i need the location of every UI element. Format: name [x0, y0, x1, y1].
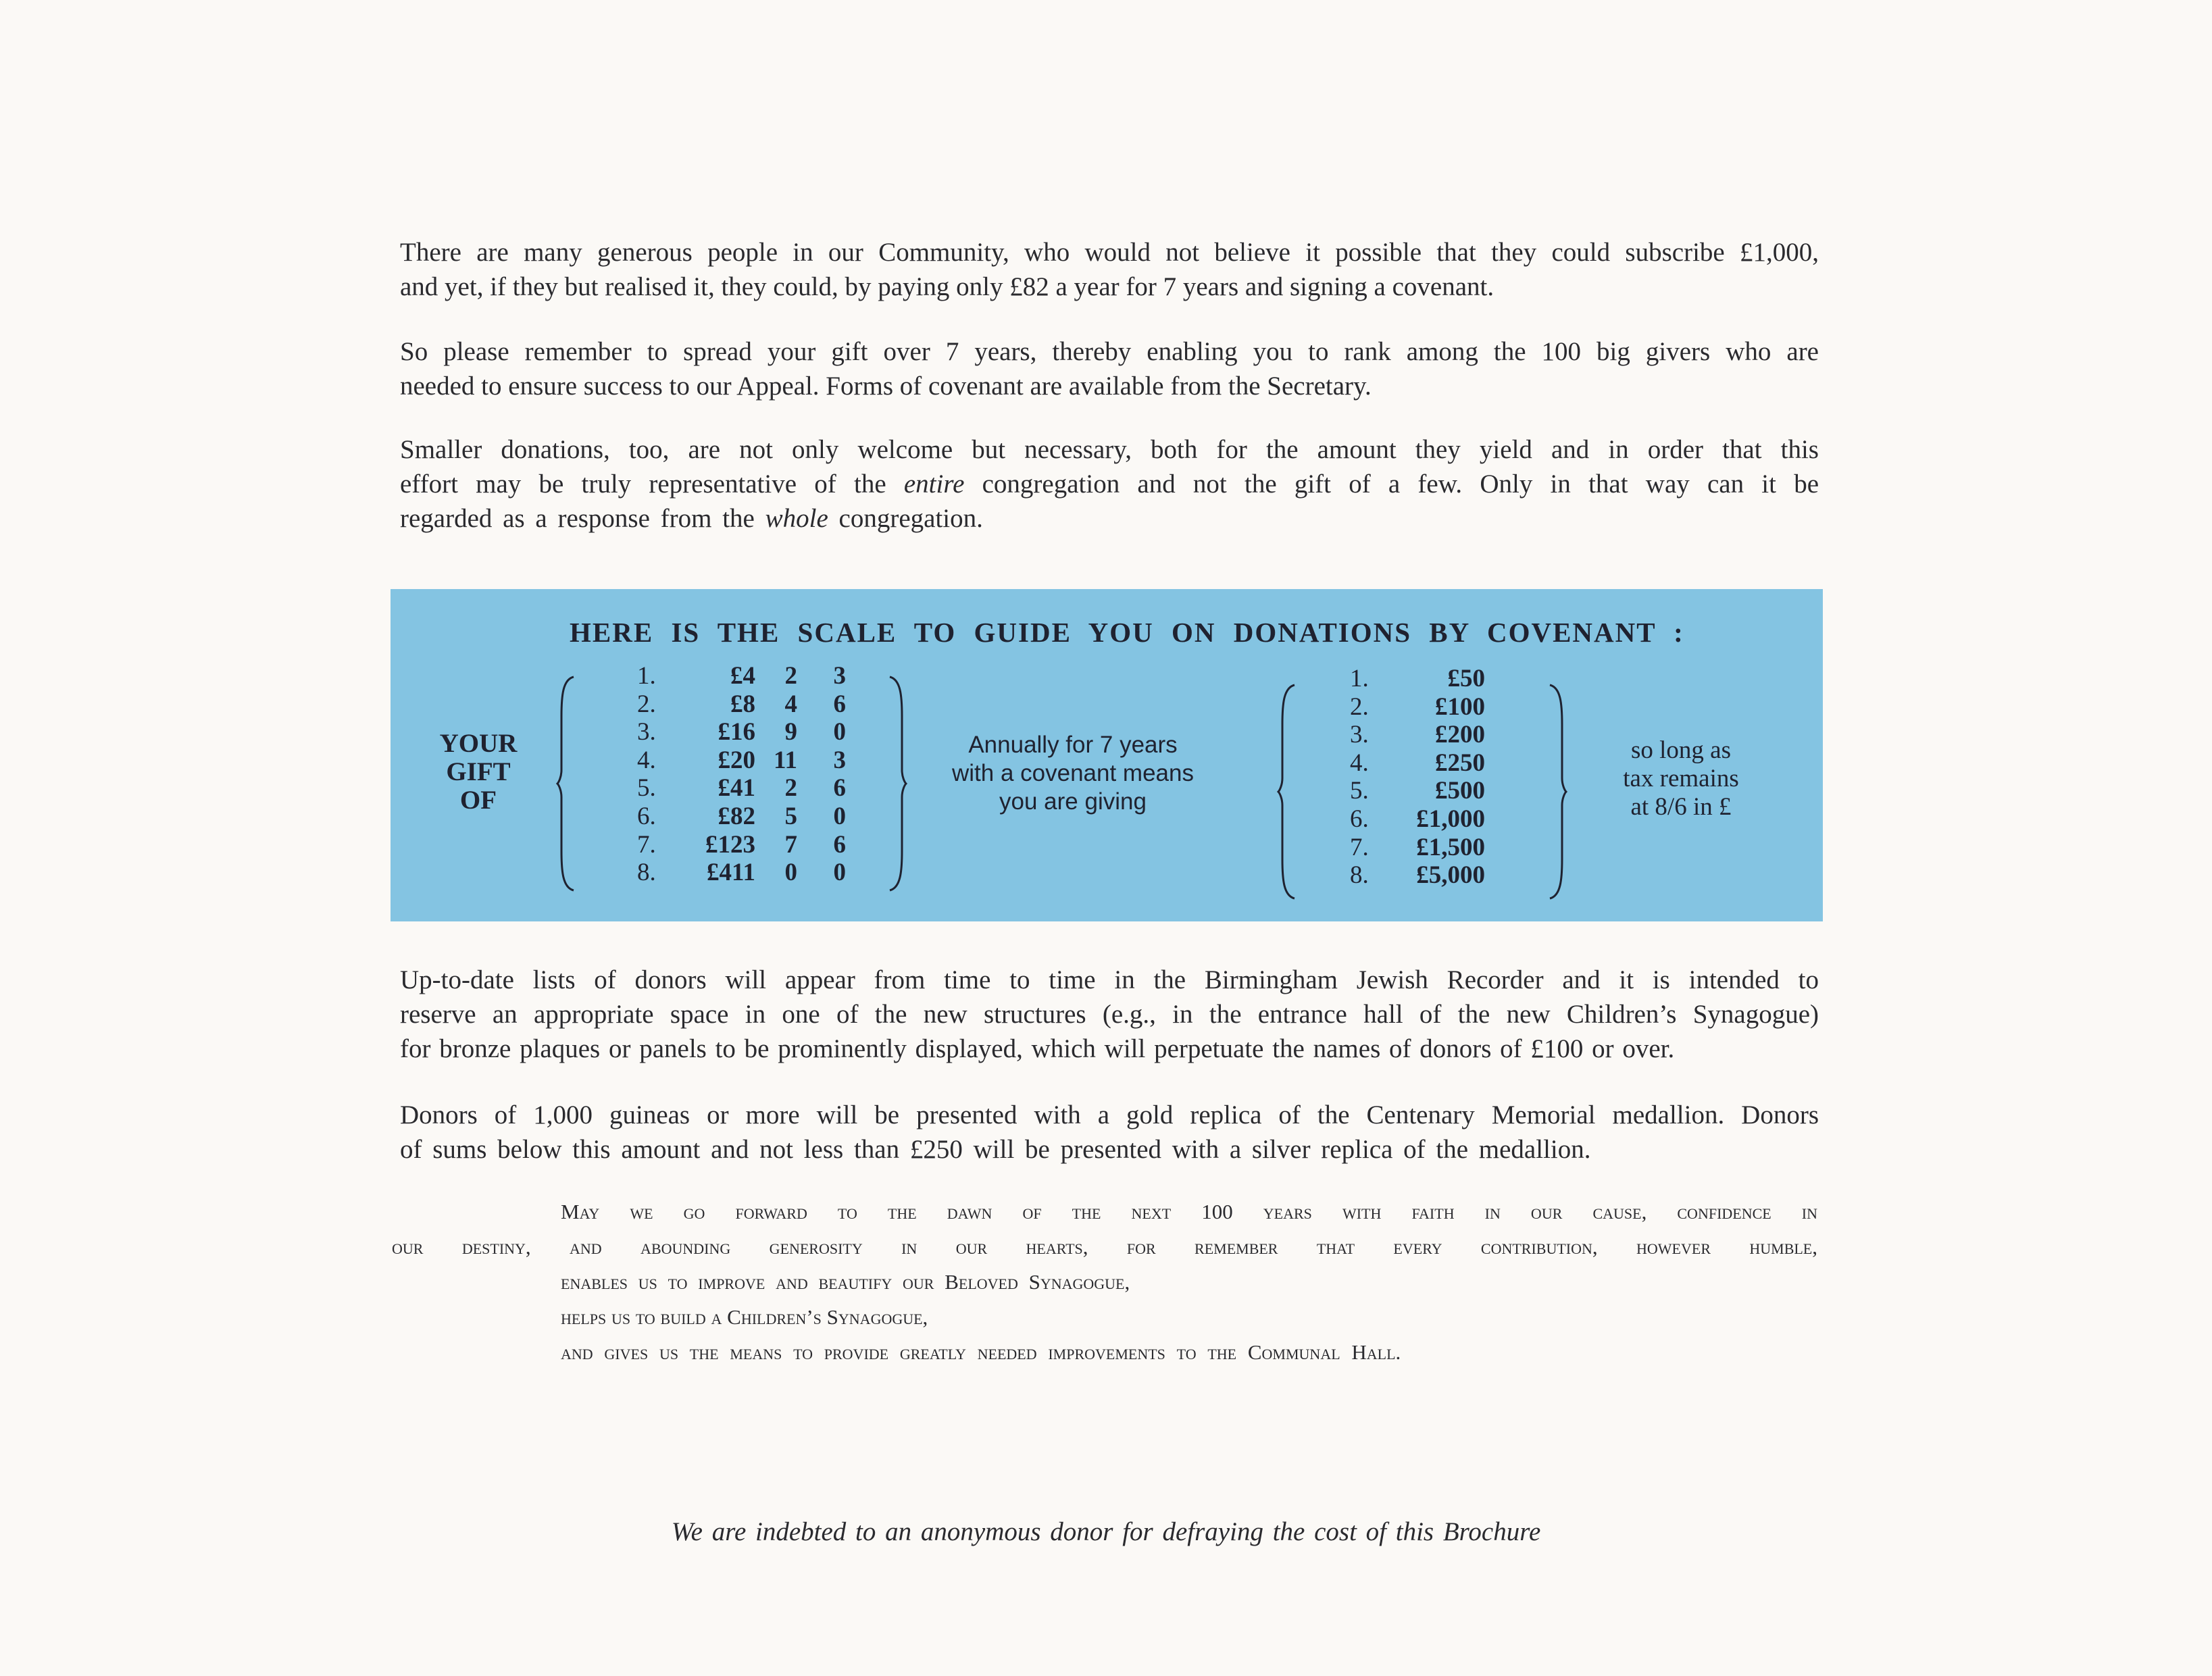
gift-number: 2.	[637, 690, 656, 718]
left-brace-icon	[556, 676, 576, 892]
tax-line: so long as	[1631, 736, 1731, 764]
text-segment: congregation.	[828, 504, 983, 533]
annually-line: with a covenant means	[952, 760, 1194, 786]
gift-pounds: £8	[730, 690, 755, 718]
giving-number: 4.	[1350, 748, 1369, 777]
gift-row	[637, 690, 846, 719]
text-line: Smaller donations, too, are not only welcome but necessary, both for the amount they yield and in order that this	[400, 435, 1819, 464]
giving-number: 1.	[1350, 665, 1369, 692]
closing-line: enables us to improve and beautify our Beloved Synagogue,	[561, 1270, 1130, 1294]
text-line: and yet, if they but realised it, they could, by paying only £82 a year for 7 years and signing a covenant.	[400, 272, 1494, 301]
closing-appeal	[392, 1194, 1817, 1370]
medallion-paragraph	[400, 1098, 1819, 1167]
gift-shillings: 9	[784, 718, 797, 746]
text-line: of sums below this amount and not less than £250 will be presented with a silver replica of the medallion.	[400, 1135, 1591, 1164]
giving-amount: £1,500	[1416, 833, 1485, 861]
closing-line: helps us to build a Children’s Synagogue,	[561, 1305, 928, 1329]
giving-list	[1350, 665, 1485, 890]
gift-row	[637, 718, 846, 746]
gift-shillings: 2	[784, 662, 797, 690]
giving-amount: £500	[1435, 777, 1485, 805]
your-gift-line: YOUR	[439, 729, 518, 758]
gift-pounds: £16	[718, 718, 755, 746]
closing-line: our destiny, and abounding generosity in our hearts, for remember that every contribution, however humble,	[392, 1235, 1817, 1259]
right-brace-icon	[1547, 684, 1567, 900]
text-line: Up-to-date lists of donors will appear from time to time in the Birmingham Jewish Recorder and it is intended to	[400, 965, 1819, 994]
annually-line: you are giving	[999, 788, 1147, 815]
emphasis-whole: whole	[765, 504, 828, 533]
closing-line: and gives us the means to provide greatly needed improvements to the Communal Hall.	[561, 1340, 1401, 1364]
gift-row	[637, 746, 846, 775]
giving-amount: £100	[1435, 692, 1485, 721]
text-segment: regarded as a response from the	[400, 504, 765, 533]
giving-row	[1350, 777, 1485, 805]
gift-number: 5.	[637, 774, 656, 803]
gift-pounds: £82	[718, 802, 755, 830]
gift-pounds: £20	[718, 746, 755, 774]
text-line	[400, 501, 1819, 536]
right-brace-icon	[887, 676, 907, 892]
text-line: Donors of 1,000 guineas or more will be presented with a gold replica of the Centenary Memorial medallion. Donors	[400, 1100, 1819, 1129]
scale-title: HERE IS THE SCALE TO GUIDE YOU ON DONATIONS BY COVENANT :	[570, 617, 1684, 648]
giving-amount: £1,000	[1416, 805, 1485, 833]
giving-row	[1350, 805, 1485, 834]
gift-number: 7.	[637, 830, 656, 859]
gift-number: 6.	[637, 802, 656, 830]
gift-pence: 6	[833, 830, 846, 859]
giving-row	[1350, 861, 1485, 890]
gift-pence: 0	[833, 802, 846, 830]
gift-shillings: 7	[784, 830, 797, 859]
gift-pounds: £41	[718, 774, 755, 803]
donor-lists-paragraph	[400, 963, 1819, 1066]
giving-row	[1350, 693, 1485, 721]
giving-row	[1350, 749, 1485, 778]
gift-row	[637, 662, 846, 690]
smaller-donations-paragraph	[400, 432, 1819, 536]
gift-list	[637, 662, 846, 887]
gift-shillings: 2	[784, 774, 797, 803]
gift-number: 3.	[637, 718, 656, 746]
gift-shillings: 11	[774, 746, 797, 774]
giving-amount: £250	[1435, 748, 1485, 777]
giving-number: 8.	[1350, 861, 1369, 890]
your-gift-line: GIFT	[446, 757, 511, 786]
gift-row	[637, 859, 846, 887]
gift-number: 8.	[637, 859, 656, 887]
your-gift-label	[424, 730, 532, 815]
tax-note	[1580, 736, 1782, 821]
giving-amount: £50	[1447, 665, 1485, 692]
gift-pence: 6	[833, 690, 846, 718]
gift-pounds: £4	[730, 662, 755, 690]
annually-line: Annually for 7 years	[968, 732, 1178, 758]
gift-shillings: 0	[784, 859, 797, 887]
gift-shillings: 4	[784, 690, 797, 718]
gift-pence: 6	[833, 774, 846, 803]
gift-row	[637, 774, 846, 803]
left-brace-icon	[1277, 684, 1297, 900]
gift-pence: 0	[833, 718, 846, 746]
spread-gift-paragraph	[400, 334, 1819, 403]
gift-number: 1.	[637, 662, 656, 690]
giving-row	[1350, 665, 1485, 693]
text-segment: congregation and not the gift of a few. Only in that way can it be	[964, 469, 1819, 499]
emphasis-entire: entire	[903, 469, 965, 499]
giving-number: 3.	[1350, 721, 1369, 749]
gift-shillings: 5	[784, 802, 797, 830]
text-line: reserve an appropriate space in one of the new structures (e.g., in the entrance hall of the new Children’s Synagogue)	[400, 1000, 1819, 1029]
your-gift-line: OF	[459, 786, 497, 815]
tax-line: at 8/6 in £	[1630, 793, 1732, 821]
annually-note	[924, 731, 1222, 816]
text-line: needed to ensure success to our Appeal. Forms of covenant are available from the Secretary.	[400, 372, 1372, 401]
giving-row	[1350, 721, 1485, 749]
giving-number: 2.	[1350, 692, 1369, 721]
text-line: So please remember to spread your gift over 7 years, thereby enabling you to rank among the 100 big givers who are	[400, 337, 1819, 366]
text-line	[400, 467, 1819, 501]
intro-paragraph	[400, 235, 1819, 304]
text-line: for bronze plaques or panels to be prominently displayed, which will perpetuate the names of donors of £100 or over.	[400, 1034, 1675, 1063]
gift-number: 4.	[637, 746, 656, 774]
text-line: There are many generous people in our Community, who would not believe it possible that they could subscribe £1,000,	[400, 238, 1819, 267]
giving-row	[1350, 834, 1485, 862]
gift-pence: 3	[833, 662, 846, 690]
gift-pounds: £411	[707, 859, 755, 887]
text-segment: effort may be truly representative of the	[400, 469, 904, 499]
gift-pounds: £123	[705, 830, 755, 859]
tax-line: tax remains	[1623, 765, 1739, 792]
gift-pence: 3	[833, 746, 846, 774]
giving-number: 5.	[1350, 777, 1369, 805]
gift-pence: 0	[833, 859, 846, 887]
giving-amount: £5,000	[1416, 861, 1485, 890]
covenant-scale-box	[391, 589, 1823, 921]
giving-number: 6.	[1350, 805, 1369, 833]
closing-line: May we go forward to the dawn of the next 100 years with faith in our cause, confidence in	[561, 1200, 1817, 1223]
footer-acknowledgement: We are indebted to an anonymous donor for defraying the cost of this Brochure	[671, 1517, 1541, 1546]
giving-number: 7.	[1350, 833, 1369, 861]
gift-row	[637, 803, 846, 831]
gift-row	[637, 831, 846, 859]
giving-amount: £200	[1435, 721, 1485, 749]
